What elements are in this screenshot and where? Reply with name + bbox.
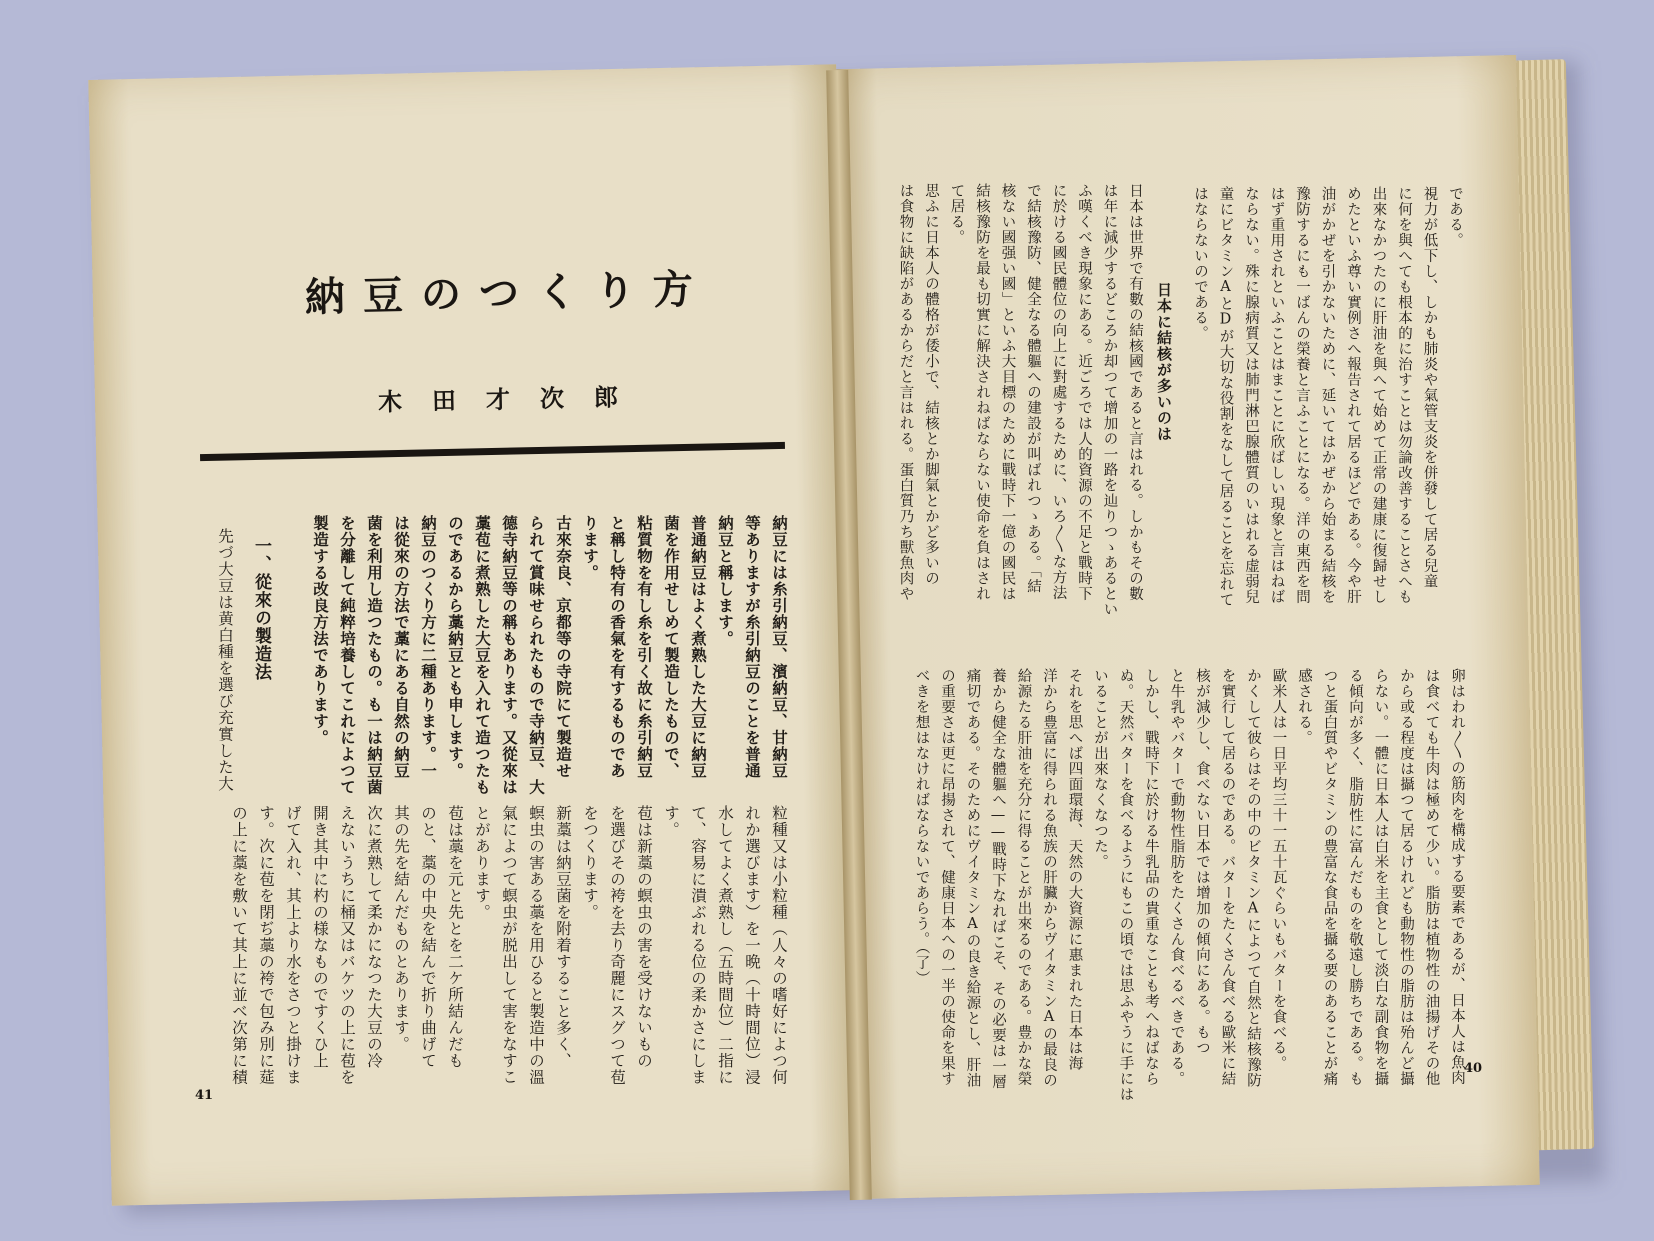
body-line: 痛切である。そのためにヴイタミンAの良き給源とし、肝油 [964, 668, 981, 1088]
body-line: の上に藁を敷いて其上に並べ次第に積 [230, 805, 248, 1086]
intro-line: 古來奈良、京都等の寺院にて製造せ [554, 515, 573, 779]
body-line: いることが出來なくなつた。 [1092, 668, 1108, 870]
body-line: 童にビタミンAとDが大切な役割をなして居ることを忘れて [1217, 186, 1234, 608]
body-line: 核が減少し、食べない日本では增加の傾向にある。もつ [1194, 668, 1210, 1056]
body-line: 出來なかつたのに肝油を與へて始めて正常の建康に復歸せし [1370, 186, 1387, 605]
author-name: 木田才次郎 [377, 381, 649, 417]
body-line: 視力が低下し、しかも肺炎や氣管支炎を併發して居る兒童 [1421, 186, 1438, 589]
intro-line: は從來の方法で藁にある自然の納豆 [392, 515, 411, 779]
body-line: つと蛋白質やビタミンの豊富な食品を攝る要のあることが痛 [1321, 668, 1338, 1087]
intro-line: られて賞味せられたもので寺納豆、大 [527, 515, 546, 796]
page-number-right: 40 [1464, 1061, 1483, 1076]
section-heading-right: 日本に結核が多いのは [1155, 282, 1173, 442]
body-line: 螟虫の害ある藁を用ひると製造中の溫 [527, 805, 545, 1086]
body-line: はず重用されといふことはまことに欣ばしい現象と言はねば [1268, 186, 1285, 605]
body-line: 歐米人は一日平均三十一五十瓦ぐらいもバターを食べる。 [1270, 668, 1287, 1071]
intro-line: 菌を利用し造つたもの。も一は納豆菌 [365, 515, 384, 796]
intro-line: ります。 [581, 515, 600, 581]
body-line: れか選びます）を一晩（十時間位）浸 [743, 805, 761, 1086]
body-line: べきを想はなければならないであらう。（了） [913, 668, 930, 987]
body-line: は食物に缺陷があるからだと言はれる。蛋白質乃ち獸魚肉や [897, 183, 914, 602]
body-line: のと、藁の中央を結んで折り曲げて [419, 805, 437, 1069]
intro-line: 等ありますが糸引納豆のことを普通 [743, 515, 762, 779]
body-line: 養から健全な體軀へ——戰時下なればこそ、その必要は一層 [990, 668, 1006, 1090]
section-heading: 一、從來の製造法 [251, 537, 271, 681]
body-line: 豫防するにも一ばんの榮養と言ふことになる。洋の東西を問 [1294, 186, 1310, 605]
body-line: 核ない國强い國」といふ大目標のために戰時下一億の國民は [999, 183, 1016, 602]
intro-line: 普通納豆はよく煮熟した大豆に納豆 [689, 515, 708, 779]
body-line: とがあります。 [473, 805, 491, 921]
body-line: を選びその袴を去り奇麗にスグつて苞 [608, 805, 626, 1086]
body-line: 卵はわれ〳〵の筋肉を構成する要素であるが、日本人は魚肉 [1449, 668, 1465, 1086]
intro-line: 菌を作用せしめて製造したもので、 [662, 515, 681, 779]
body-line: 思ふに日本人の體格が倭小で、結核とか脚氣とかど多いの [923, 183, 939, 586]
body-line: 氣によつて螟虫が脱出して害をなすこ [500, 805, 518, 1086]
body-line: 次に煮熟して柔かになつた大豆の冷 [365, 805, 383, 1069]
body-line: かくして彼らはその中のビタミンAによつて自然と結核豫防 [1245, 668, 1261, 1088]
body-line: ぬ。天然バターを食べるようにもこの頃では思ふやうに手には [1117, 668, 1134, 1102]
body-line: 洋から豊富に得られる魚族の肝臟からヴイタミンAの最良の [1041, 668, 1057, 1088]
body-line: それを思へば四面環海、天然の大資源に惠まれた日本は海 [1066, 668, 1083, 1071]
body-line: 其の先を結んだものとあります。 [392, 805, 410, 1053]
body-line: 先づ大豆は黄白種を選び充實した大 [216, 528, 234, 792]
intro-line: のであるから藁納豆とも申します。 [446, 515, 465, 779]
body-line: めたといふ尊い實例さへ報告されて居るほどである。今や肝 [1345, 186, 1361, 605]
article-title: 納豆のつくり方 [304, 265, 712, 322]
body-line: 感される。 [1296, 668, 1312, 746]
body-line: と牛乳やバターで動物性脂肪をたくさん食べるべきである。 [1168, 668, 1185, 1087]
body-line: 油がかぜを引かないために、延いてはかぜから始まる結核を [1319, 186, 1336, 605]
body-line: で結核豫防、健全なる體軀への建設が叫ばれつゝある。「結 [1025, 183, 1041, 595]
body-line: 結核豫防を最も切實に解決されねばならない使命を負はされ [974, 183, 990, 602]
body-line: をつくります。 [581, 805, 599, 921]
intro-line: と稱し特有の香氣を有するものであ [608, 515, 627, 779]
body-line: 苞は新藁の螟虫の害を受けないもの [635, 805, 653, 1069]
body-line: る傾向が多く、脂肪性に富んだものを敬遠し勝ちである。も [1347, 668, 1363, 1087]
body-line: は年に減少するどころか却つて增加の一路を辿りつゝあるとい [1101, 183, 1118, 617]
intro-line: 納豆には糸引納豆、濱納豆、甘納豆 [770, 515, 789, 779]
intro-line: 製造する改良方法であります。 [311, 515, 330, 746]
body-line: て、容易に潰ぶれる位の柔かさにしま [689, 805, 707, 1086]
body-line: す。次に苞を閉ぢ藁の袴で包み別に莚 [257, 805, 275, 1086]
body-line: 水してよく煮熟し（五時間位）二指に [716, 805, 734, 1086]
intro-line: を分離して純粹培養してこれによつて [338, 515, 357, 796]
body-line: げて入れ、其上より水をさつと掛けま [284, 805, 302, 1086]
body-line: らない。一體に日本人は白米を主食として淡白な副食物を攝 [1372, 668, 1389, 1087]
body-line: 粒種又は小粒種（人々の嗜好によつ何 [770, 805, 788, 1086]
intro-line: 德寺納豆等の稱もあります。又從來は [500, 515, 519, 796]
body-line: から或る程度は攝つて居るけれども動物性の脂肪は殆んど攝 [1398, 668, 1414, 1087]
intro-line: 粘質物を有し糸を引く故に糸引納豆 [635, 515, 654, 779]
body-line: しかし、戰時下に於ける牛乳品の貴重なことも考へねばなら [1143, 668, 1159, 1087]
body-line: 新藁は納豆菌を附着すること多く、 [554, 805, 572, 1069]
body-line: 日本は世界で有數の結核國であると言はれる。しかもその數 [1127, 183, 1143, 602]
body-line: に何を與へても根本的に治すことは勿論改善することさへも [1396, 186, 1412, 605]
body-line: 給源たる肝油を充分に得ることが出來るのである。豊かな榮 [1015, 668, 1032, 1087]
body-line: ならない。殊に腺病質又は肺門淋巴腺體質のいはれる虚弱兒 [1243, 186, 1259, 605]
body-line: に於ける國民體位の向上に對處するために、いろ〳〵な方法 [1050, 183, 1067, 601]
body-line: ふ嘆くべき現象にある。近ごろでは人的資源の不足と戰時下 [1076, 183, 1092, 602]
body-line: えないうちに桶又はバケツの上に苞を [338, 805, 356, 1086]
body-line: を實行して居るのである。バターをたくさん食べる歐米に結 [1219, 668, 1236, 1087]
body-line: の重要さは更に昂揚されて、健康日本への一半の使命を果す [939, 668, 955, 1087]
page-number-left: 41 [195, 1088, 214, 1103]
intro-line: 藁苞に煮熟した大豆を入れて造つたも [473, 515, 492, 796]
body-line: す。 [662, 805, 680, 838]
body-line: はならないのである。 [1192, 186, 1208, 341]
body-line: て居る。 [948, 183, 965, 245]
body-line: である。 [1447, 186, 1463, 248]
body-line: 苞は藁を元と先とを二ケ所結んだも [446, 805, 464, 1069]
body-line: 開き其中に杓の様なものですくひ上 [311, 805, 329, 1069]
body-line: は食べても牛肉は極めて少い。脂肪は植物性の油揚げその他 [1423, 668, 1440, 1087]
intro-line: 納豆のつくり方に二種あります。一 [419, 515, 438, 779]
intro-line: 納豆と稱します。 [716, 515, 735, 647]
